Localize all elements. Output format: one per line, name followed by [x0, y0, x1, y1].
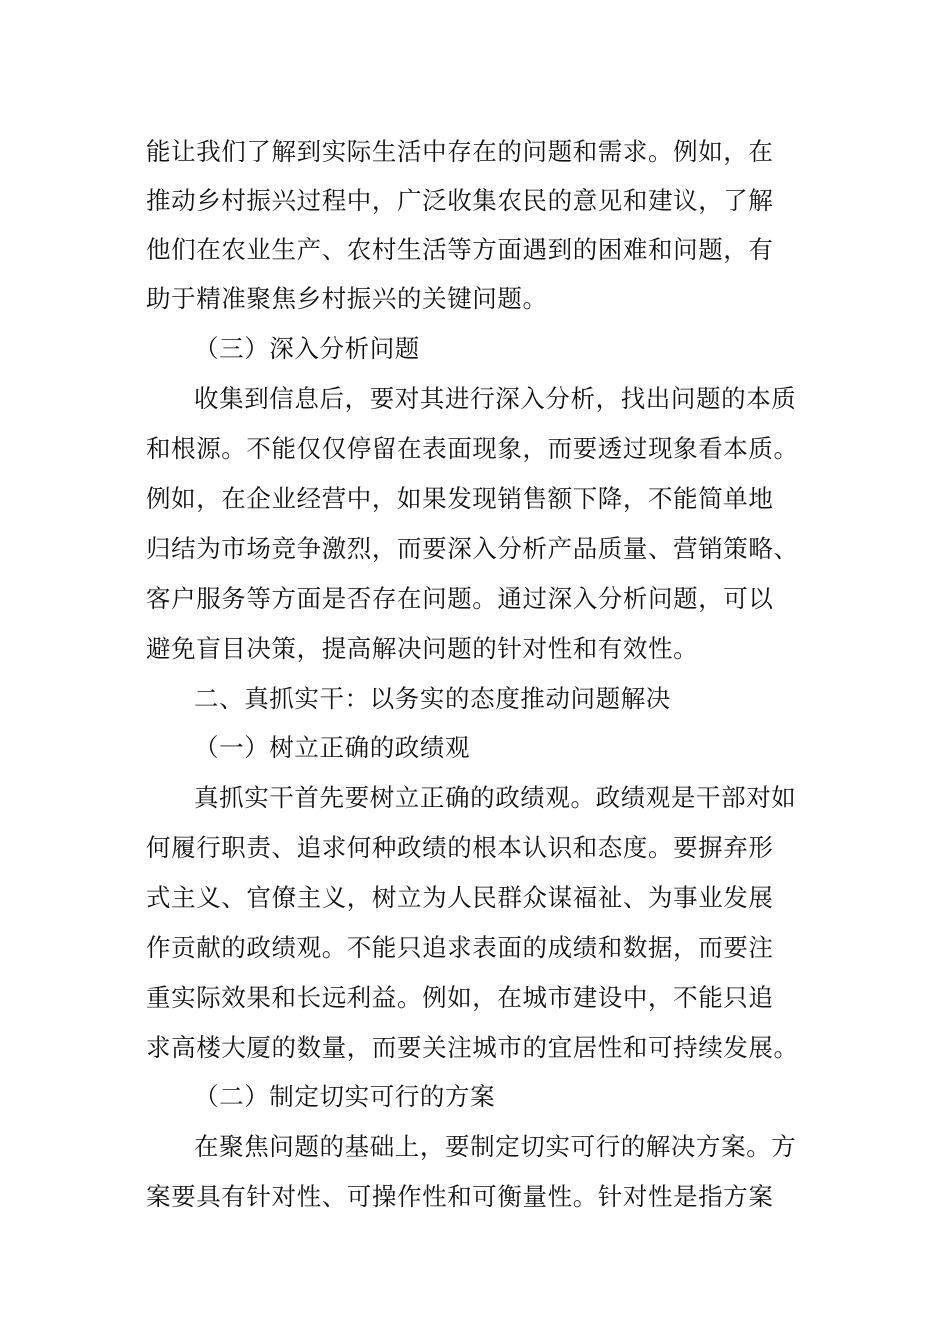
- body-line: 避免盲目决策，提高解决问题的针对性和有效性。: [146, 634, 699, 663]
- subheading-3: （三）深入分析问题: [194, 334, 420, 363]
- body-line: 作贡献的政绩观。不能只追求表面的成绩和数据，而要注: [146, 933, 774, 962]
- body-line: 他们在农业生产、农村生活等方面遇到的困难和问题，有: [146, 235, 774, 264]
- subheading-2: （二）制定切实可行的方案: [194, 1082, 496, 1111]
- body-line: 重实际效果和长远利益。例如，在城市建设中，不能只追: [146, 983, 774, 1012]
- paragraph-start: 收集到信息后，要对其进行深入分析，找出问题的本质: [194, 384, 797, 413]
- body-line: 归结为市场竞争激烈，而要深入分析产品质量、营销策略、: [146, 534, 799, 563]
- body-line: 和根源。不能仅仅停留在表面现象，而要透过现象看本质。: [146, 434, 799, 463]
- paragraph-start: 真抓实干首先要树立正确的政绩观。政绩观是干部对如: [194, 783, 797, 812]
- body-line: 求高楼大厦的数量，而要关注城市的宜居性和可持续发展。: [146, 1033, 799, 1062]
- body-line: 助于精准聚焦乡村振兴的关键问题。: [146, 284, 548, 313]
- paragraph-start: 在聚焦问题的基础上，要制定切实可行的解决方案。方: [194, 1132, 797, 1161]
- section-heading-2: 二、真抓实干：以务实的态度推动问题解决: [194, 684, 671, 713]
- body-line: 式主义、官僚主义，树立为人民群众谋福祉、为事业发展: [146, 883, 774, 912]
- body-line: 推动乡村振兴过程中，广泛收集农民的意见和建议，了解: [146, 186, 774, 215]
- body-line: 案要具有针对性、可操作性和可衡量性。针对性是指方案: [146, 1182, 774, 1211]
- body-line: 客户服务等方面是否存在问题。通过深入分析问题，可以: [146, 584, 774, 613]
- body-line: 何履行职责、追求何种政绩的根本认识和态度。要摒弃形: [146, 833, 774, 862]
- body-line: 能让我们了解到实际生活中存在的问题和需求。例如，在: [146, 137, 774, 166]
- body-line: 例如，在企业经营中，如果发现销售额下降，不能简单地: [146, 484, 774, 513]
- subheading-1: （一）树立正确的政绩观: [194, 733, 471, 762]
